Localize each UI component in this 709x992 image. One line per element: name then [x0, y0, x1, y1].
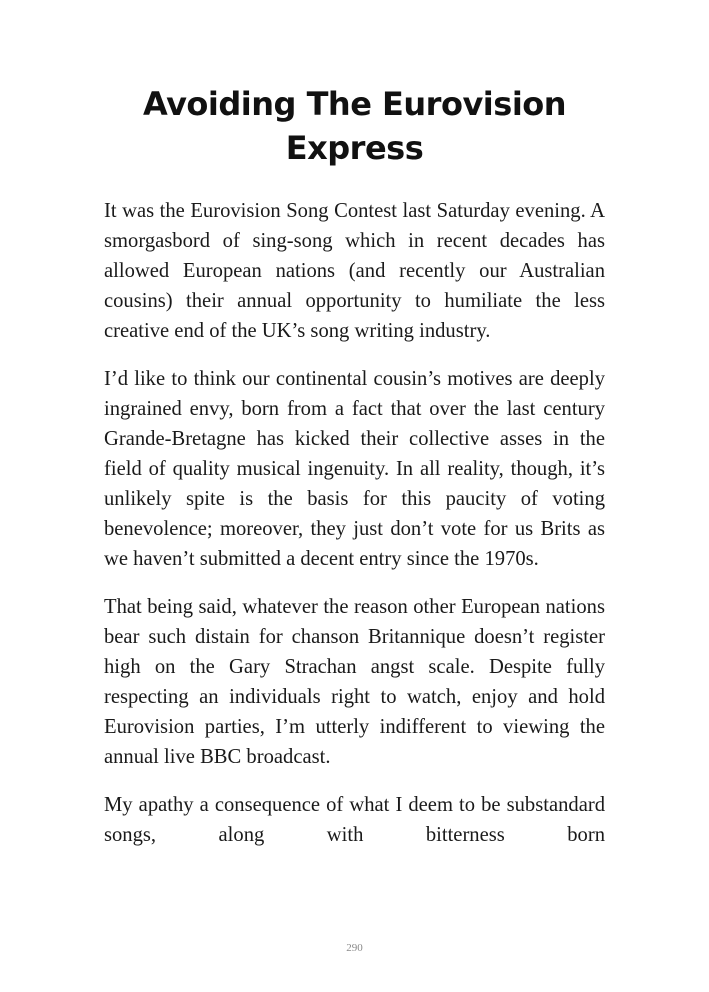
chapter-title-line-1: Avoiding The Eurovision: [142, 85, 567, 123]
paragraph-4: My apathy a consequence of what I deem to be substandard songs, along with bitterness born: [104, 794, 605, 846]
paragraph-2: I’d like to think our continental cousin’s motives are deeply ingrained envy, born from a fact that over the last century Grande-Bretagne has kicked their collective asses in the field of quality musical ingenuity. In all reality, though, it’s unlikely spite is the basis for this paucity of voting benevolence; moreover, they just don’t vote for us Brits as we haven’t submitted a decent entry since the 1970s.: [104, 368, 605, 570]
paragraph-1: It was the Eurovision Song Contest last Saturday evening. A smorgasbord of sing-song which in recent decades has allowed European nations (and recently our Australian cousins) their annual opportunity to humiliate the less creative end of the UK’s song writing industry.: [104, 200, 605, 342]
paragraph-3: That being said, whatever the reason other European nations bear such distain for chanson Britannique doesn’t register high on the Gary Strachan angst scale. Despite fully respecting an individuals right to watch, enjoy and hold Eurovision parties, I’m utterly indifferent to viewing the annual live BBC broadcast.: [104, 596, 605, 768]
chapter-title-line-2: Express: [285, 129, 424, 167]
page-number: 290: [346, 942, 363, 954]
body-text: [104, 196, 605, 868]
chapter-title: [100, 82, 609, 170]
